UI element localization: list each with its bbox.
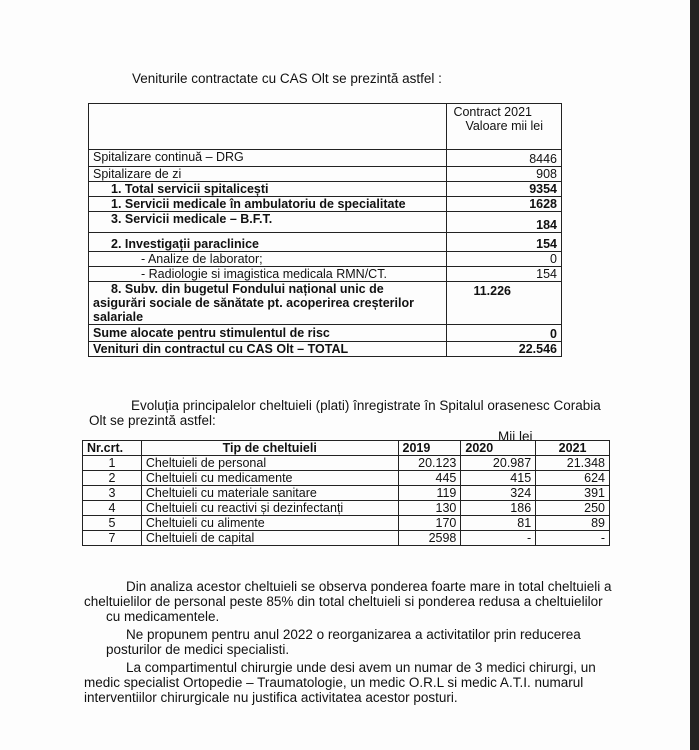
analysis-paragraph-line3: cu medicamentele. <box>106 609 220 624</box>
table-row: Nr.crt. Tip de cheltuieli 2019 2020 2021 <box>83 441 610 456</box>
table-row: 2. Investigații paraclinice 154 <box>89 233 562 252</box>
table-row: 1. Servicii medicale în ambulatoriu de specialitate 1628 <box>89 197 562 212</box>
table-row: Spitalizare continuă – DRG 8446 <box>89 150 562 167</box>
table-row: 1 Cheltuieli de personal 20.123 20.987 21.348 <box>83 456 610 471</box>
intro-text: Veniturile contractate cu CAS Olt se prezintă astfel : <box>132 71 442 86</box>
table-row: 2 Cheltuieli cu medicamente 445 415 624 <box>83 471 610 486</box>
table-row: 5 Cheltuieli cu alimente 170 81 89 <box>83 516 610 531</box>
table-row <box>89 104 562 150</box>
table-row: 3 Cheltuieli cu materiale sanitare 119 324 391 <box>83 486 610 501</box>
table-row: - Radiologie si imagistica medicala RMN/CT. 154 <box>89 267 562 282</box>
surgery-paragraph-line2: medic specialist Ortopedie – Traumatologie, un medic O.R.L si medic A.T.I. numarul <box>84 675 584 690</box>
table-row: 1. Total servicii spitalicești 9354 <box>89 182 562 197</box>
analysis-paragraph-line2: cheltuielilor de personal peste 85% din total cheltuieli si ponderea redusa a cheltuielilor <box>84 594 603 609</box>
table-row: 4 Cheltuieli cu reactivi și dezinfectanți 130 186 250 <box>83 501 610 516</box>
table-row: Sume alocate pentru stimulentul de risc 0 <box>89 325 562 342</box>
table-row: 7 Cheltuieli de capital 2598 - - <box>83 531 610 546</box>
revenue-table <box>88 103 562 357</box>
surgery-paragraph-line1: La compartimentul chirurgie unde desi avem un numar de 3 medici chirurgi, un <box>126 660 596 675</box>
evolution-text-line2: Olt se prezintă astfel: <box>89 413 216 428</box>
surgery-paragraph-line3: interventiilor chirurgicale nu justifica activitatea acestor posturi. <box>84 690 458 705</box>
table-row: 8. Subv. din bugetul Fondului național unic de asigurări sociale de sănătate pt. acoperirea creșterilor salariale 11.226 <box>89 282 562 325</box>
table-row: 3. Servicii medicale – B.F.T. 184 <box>89 212 562 233</box>
analysis-paragraph-line1: Din analiza acestor cheltuieli se observa ponderea foarte mare in total cheltuieli a <box>126 579 612 594</box>
table-row: Venituri din contractul cu CAS Olt – TOTAL 22.546 <box>89 342 562 357</box>
table-row: - Analize de laborator; 0 <box>89 252 562 267</box>
expenses-table <box>82 440 610 546</box>
table-row: Spitalizare de zi 908 <box>89 167 562 182</box>
page-edge <box>690 0 699 750</box>
unit-label: Mii lei <box>498 429 533 444</box>
proposal-paragraph-line2: posturilor de medici specialisti. <box>106 642 290 657</box>
contract-header: Contract 2021 Valoare mii lei <box>447 104 562 150</box>
proposal-paragraph-line1: Ne propunem pentru anul 2022 o reorganizarea a activitatilor prin reducerea <box>126 627 581 642</box>
evolution-text-line1: Evoluția principalelor cheltuieli (plati) înregistrate în Spitalul orasenesc Corabia <box>131 398 601 413</box>
